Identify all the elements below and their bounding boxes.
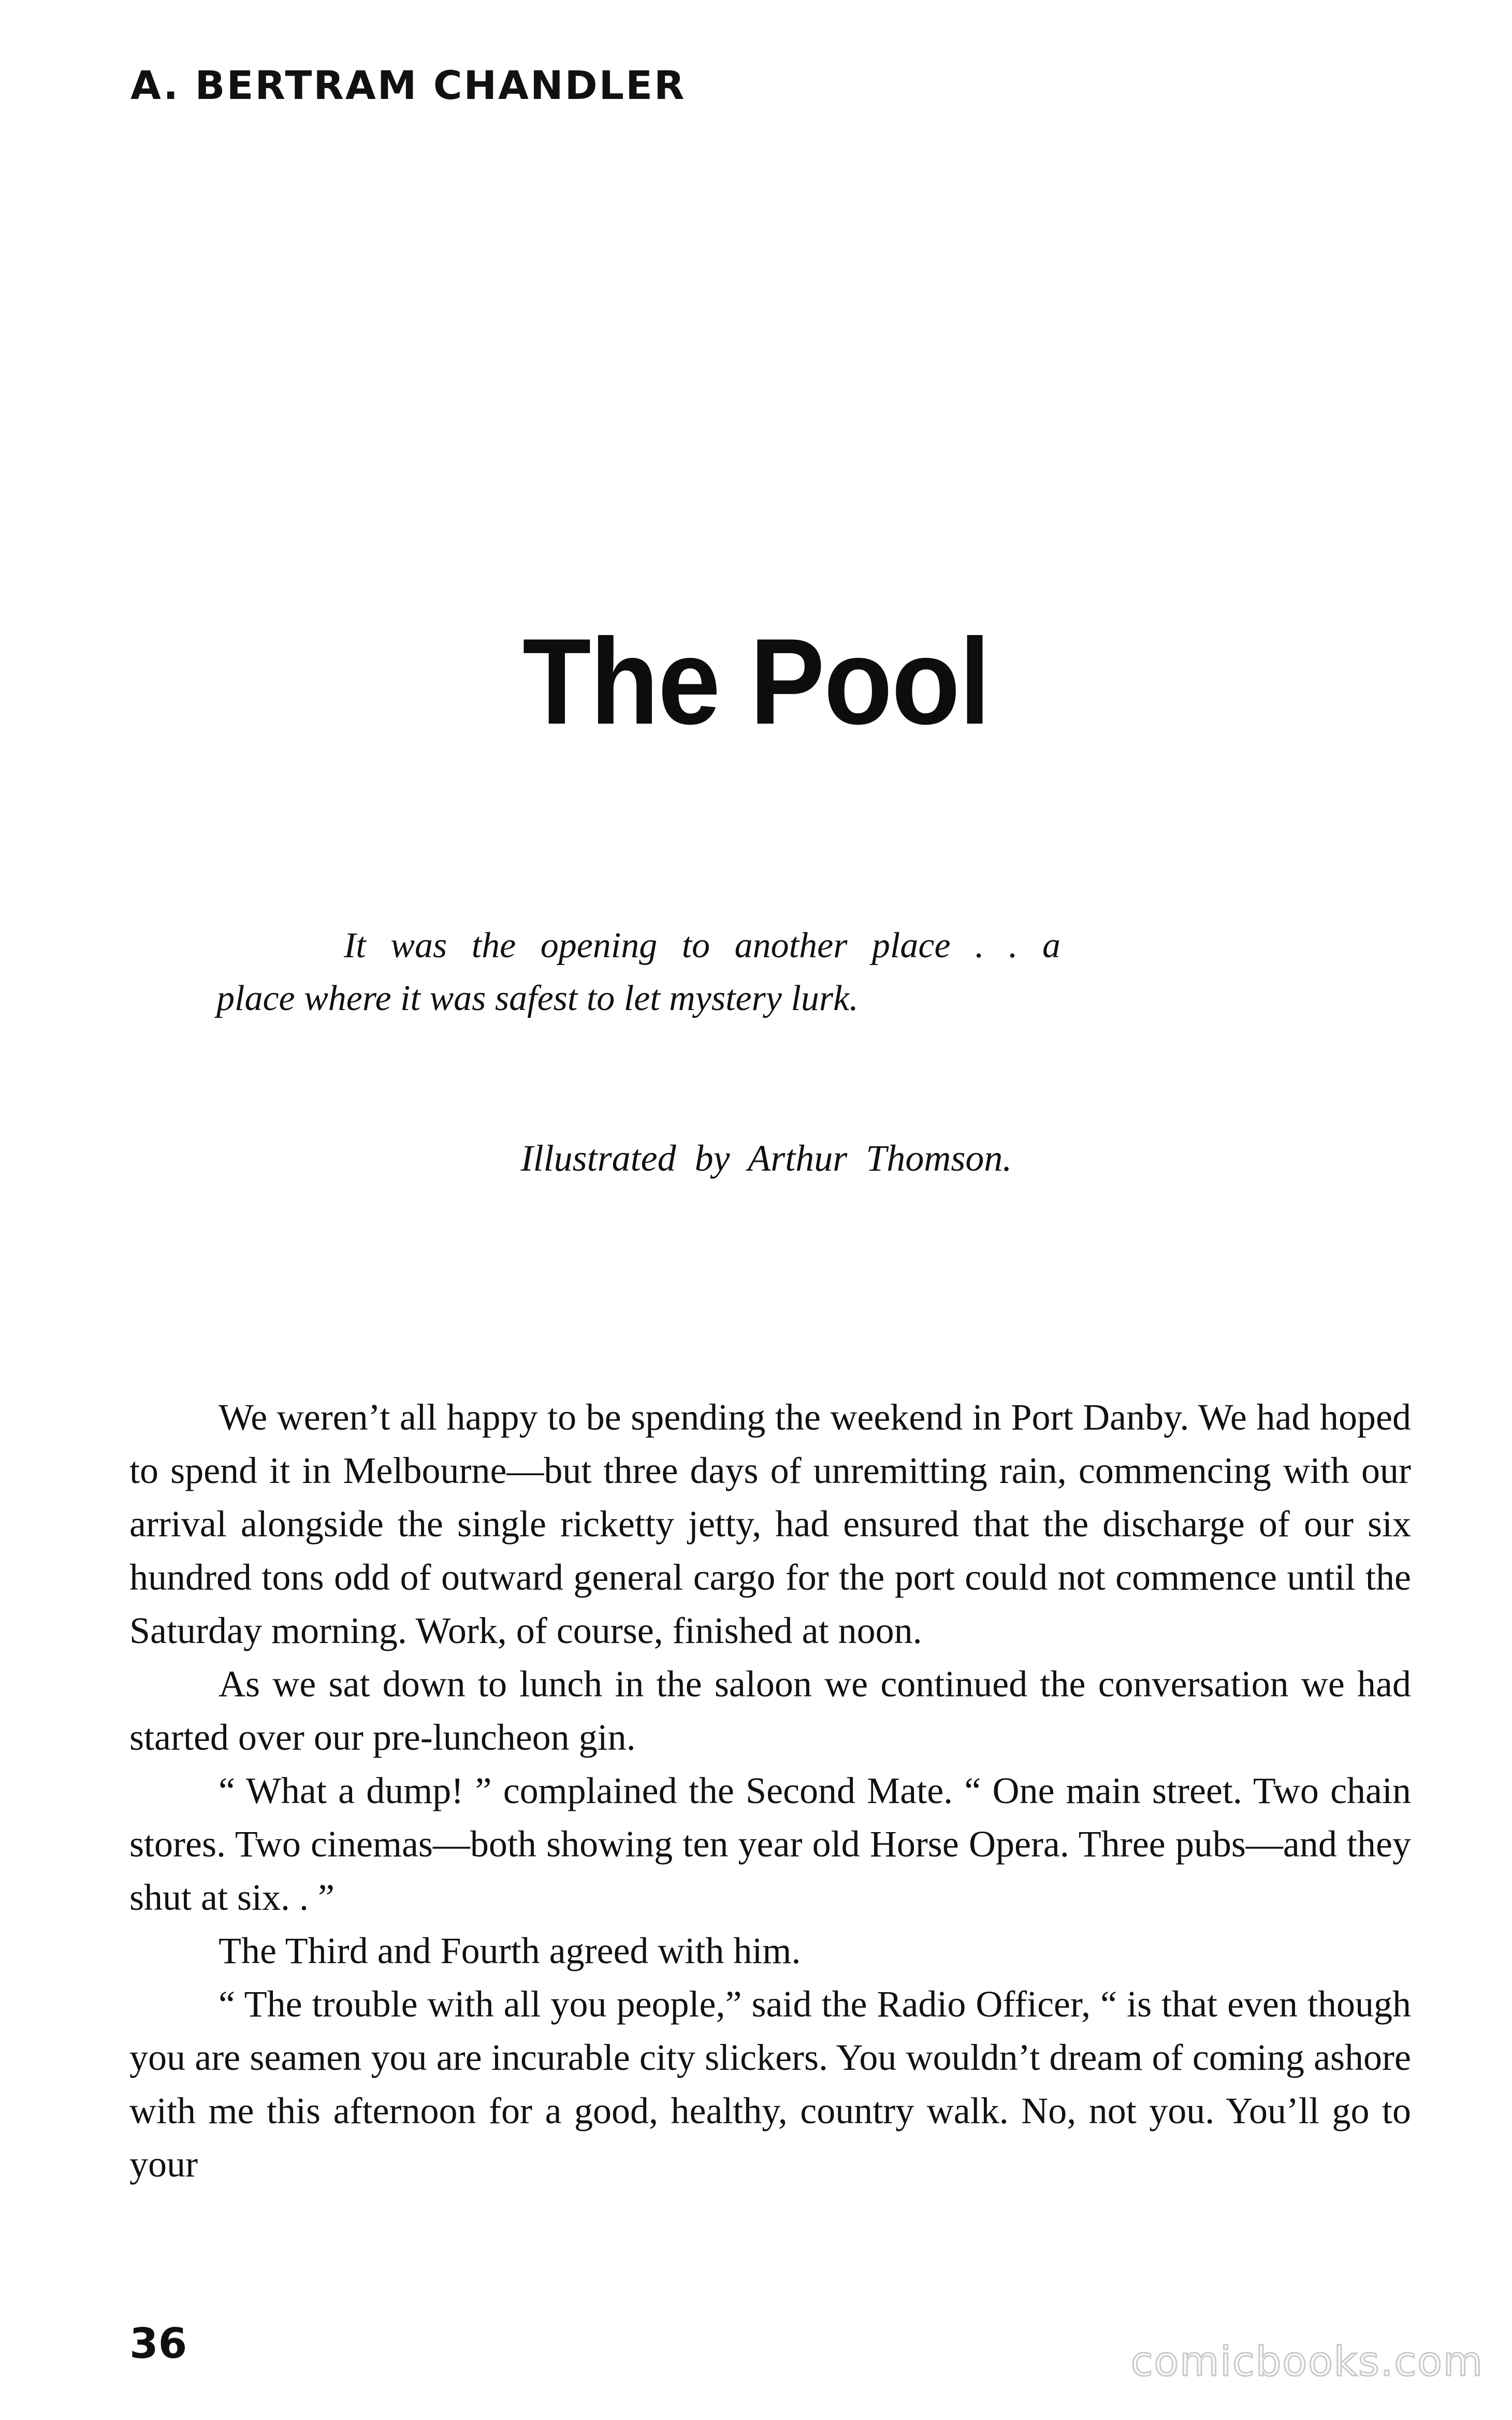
body-paragraph-2: As we sat down to lunch in the saloon we continued the conversation we had started over our pre-luncheon gin. xyxy=(129,1663,1411,1758)
page-number: 36 xyxy=(129,2320,187,2368)
body-paragraph-1: We weren’t all happy to be spending the weekend in Port Danby. We had hoped to spend it in Melbourne—but three days of unremitting rain, commencing with our arrival alongside the single ricketty jetty, had ensured that the discharge of our six hundred tons odd of outward general cargo for the port could not commence until the Saturday morning. Work, of course, finished at noon. xyxy=(129,1396,1411,1651)
body-paragraph-5: “ The trouble with all you people,” said the Radio Officer, “ is that even though you are seamen you are incurable city slickers. You wouldn’t dream of coming ashore with me this afternoon for a good, healthy, country walk. No, not you. You’ll go to your xyxy=(129,1983,1411,2185)
story-body xyxy=(129,1391,1411,2191)
body-paragraph-4: The Third and Fourth agreed with him. xyxy=(219,1930,801,1971)
story-title: The Pool xyxy=(522,613,990,750)
body-paragraph-3: “ What a dump! ” complained the Second Mate. “ One main street. Two chain stores. Two cinemas—both showing ten year old Horse Opera. Three pubs—and they shut at six. . ” xyxy=(129,1770,1411,1918)
site-watermark: comicbooks.com xyxy=(1130,2339,1484,2385)
blurb-line-1: It was the opening to another place . . a xyxy=(344,926,1061,966)
illustrator-credit: Illustrated by Arthur Thomson. xyxy=(520,1137,1012,1179)
story-blurb xyxy=(216,919,1200,1025)
author-running-head: A. BERTRAM CHANDLER xyxy=(130,62,686,108)
blurb-line-2: place where it was safest to let mystery lurk. xyxy=(216,978,859,1018)
